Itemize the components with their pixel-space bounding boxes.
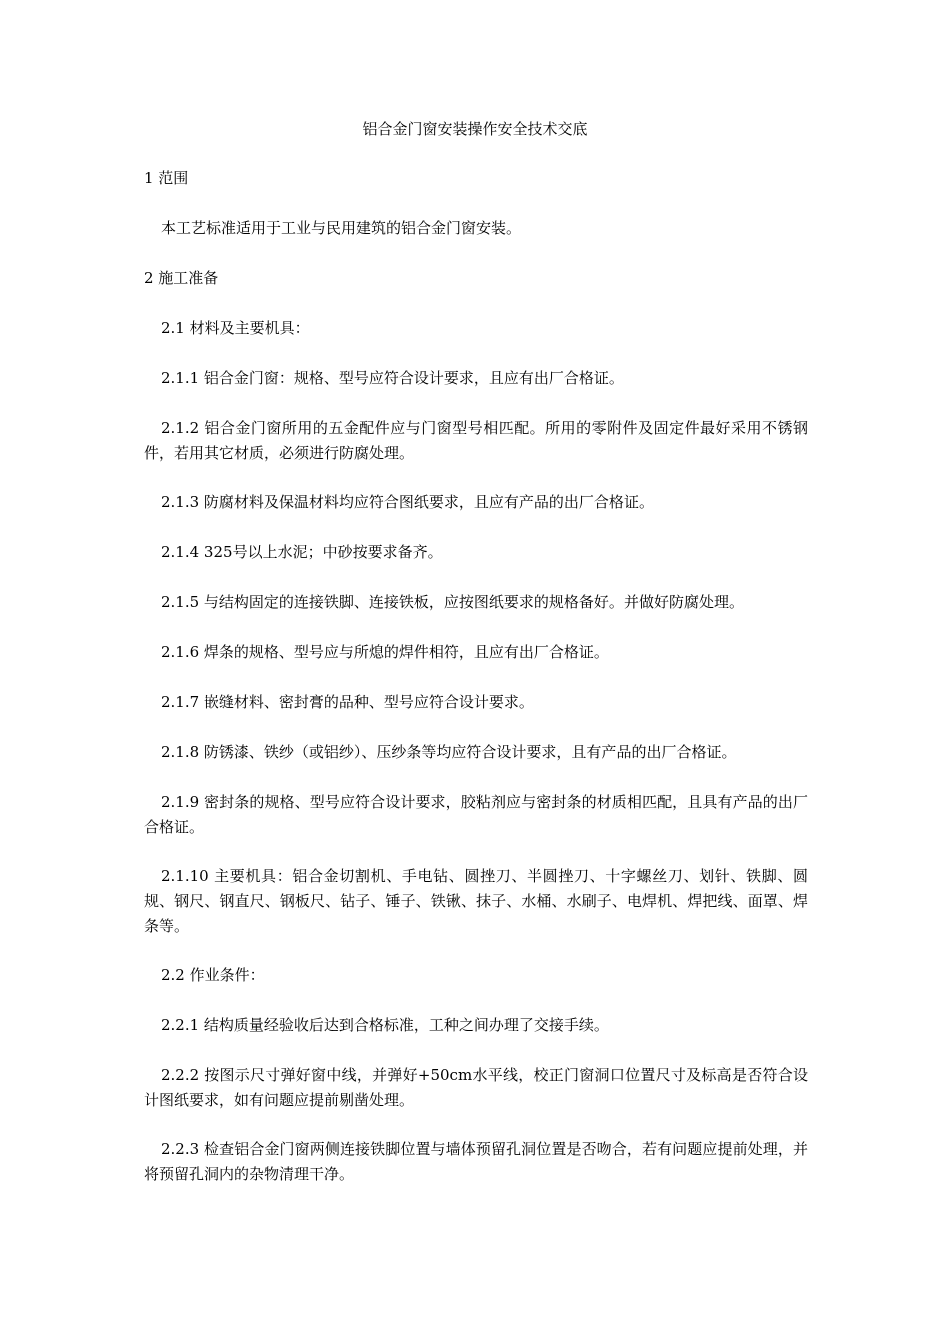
paragraph-2-1-5: 2.1.5 与结构固定的连接铁脚、连接铁板，应按图纸要求的规格备好。并做好防腐处理。 <box>161 593 744 611</box>
paragraph-2-2-1: 2.2.1 结构质量经验收后达到合格标准，工种之间办理了交接手续。 <box>161 1016 609 1034</box>
section-heading-preparation: 2 施工准备 <box>144 269 219 287</box>
paragraph-2-1-2: 2.1.2 铝合金门窗所用的五金配件应与门窗型号相匹配。所用的零附件及固定件最好采用不锈钢件，若用其它材质，必须进行防腐处理。 <box>144 419 808 462</box>
paragraph-2-1-3: 2.1.3 防腐材料及保温材料均应符合图纸要求，且应有产品的出厂合格证。 <box>161 493 654 511</box>
paragraph-2-2-2: 2.2.2 按图示尺寸弹好窗中线，并弹好+50cm水平线，校正门窗洞口位置尺寸及标高是否符合设计图纸要求，如有问题应提前剔凿处理。 <box>144 1066 808 1109</box>
paragraph-2-1-9: 2.1.9 密封条的规格、型号应符合设计要求，胶粘剂应与密封条的材质相匹配，且具有产品的出厂合格证。 <box>144 793 808 836</box>
paragraph-2-2-3: 2.2.3 检查铝合金门窗两侧连接铁脚位置与墙体预留孔洞位置是否吻合，若有问题应提前处理，并将预留孔洞内的杂物清理干净。 <box>144 1140 808 1183</box>
section-heading-scope: 1 范围 <box>144 169 189 187</box>
paragraph-scope-text: 本工艺标准适用于工业与民用建筑的铝合金门窗安装。 <box>161 219 522 237</box>
paragraph-2-1-6: 2.1.6 焊条的规格、型号应与所熄的焊件相符，且应有出厂合格证。 <box>161 643 609 661</box>
paragraph-2-1-8: 2.1.8 防锈漆、铁纱（或铝纱）、压纱条等均应符合设计要求，且有产品的出厂合格证。 <box>161 743 737 761</box>
document-title: 铝合金门窗安装操作安全技术交底 <box>362 120 588 138</box>
paragraph-2-1-7: 2.1.7 嵌缝材料、密封膏的品种、型号应符合设计要求。 <box>161 693 534 711</box>
paragraph-2-1-4: 2.1.4 325号以上水泥；中砂按要求备齐。 <box>161 543 443 561</box>
paragraph-2-1-1: 2.1.1 铝合金门窗：规格、型号应符合设计要求，且应有出厂合格证。 <box>161 369 624 387</box>
paragraph-2-1-10: 2.1.10 主要机具：铝合金切割机、手电钻、圆挫刀、半圆挫刀、十字螺丝刀、划针、铁脚、圆规、钢尺、钢直尺、钢板尺、钻子、锤子、铁锹、抹子、水桶、水刷子、电焊机、焊把线、面罩、焊条等。 <box>144 867 808 935</box>
subsection-heading-materials: 2.1 材料及主要机具： <box>161 319 310 337</box>
subsection-heading-conditions: 2.2 作业条件： <box>161 966 265 984</box>
